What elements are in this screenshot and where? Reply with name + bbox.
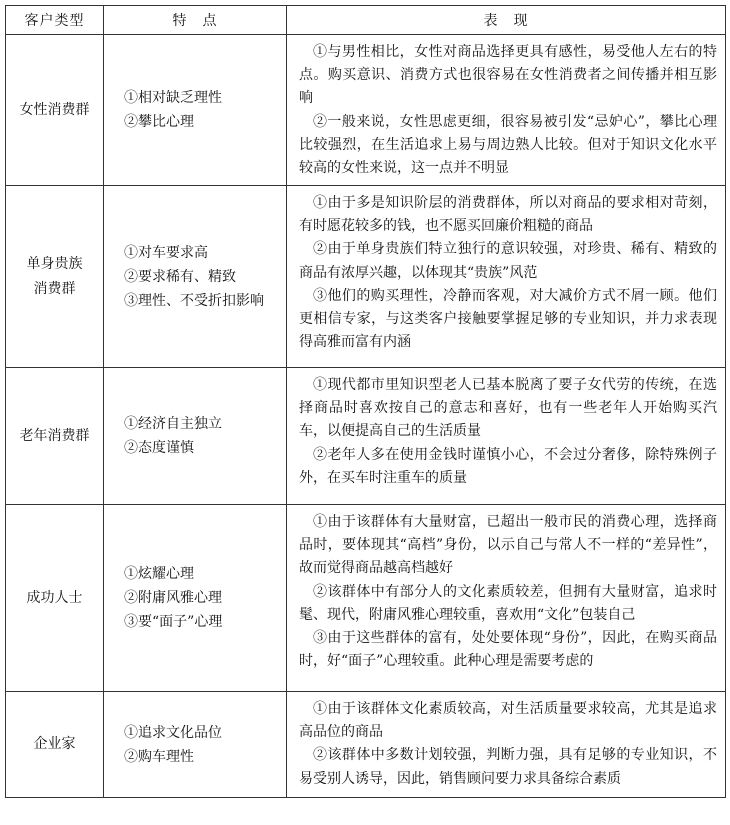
traits-cell: [104, 186, 287, 368]
trait-item: ②要求稀有、精致: [124, 268, 236, 285]
customer-type-label: 单身贵族: [26, 255, 83, 272]
table-row: [6, 505, 726, 692]
trait-item: ①对车要求高: [124, 244, 208, 261]
performance-paragraph: ①由于该群体文化素质较高，对生活质量要求较高，尤其是追求高品位的商品: [299, 701, 717, 741]
trait-item: ①相对缺乏理性: [124, 90, 222, 106]
performance-paragraph: ①由于该群体有大量财富，已超出一般市民的消费心理，选择商品时，要体现其“高档”身份，以示自己与常人不一样的“差异性”，故而觉得商品越高档越好: [299, 514, 717, 577]
customer-type-label: 成功人士: [26, 589, 83, 606]
customer-type-cell: [6, 186, 104, 368]
performance-paragraph: ②该群体中多数计划较强，判断力强，具有足够的专业知识，不易受别人诱导，因此，销售顾问要力求具备综合素质: [299, 747, 717, 787]
trait-item: ①经济自主独立: [124, 416, 222, 432]
performance-paragraph: ②由于单身贵族们特立独行的意识较强，对珍贵、稀有、精致的商品有浓厚兴趣，以体现其“贵族”风范: [299, 241, 717, 281]
performance-paragraph: ①由于多是知识阶层的消费群体，所以对商品的要求相对苛刻，有时愿花较多的钱，也不愿买回廉价粗糙的商品: [299, 195, 717, 235]
trait-item: ③理性、不受折扣影响: [124, 292, 264, 309]
performance-paragraph: ①现代都市里知识型老人已基本脱离了要子女代劳的传统，在选择商品时喜欢按自己的意志和喜好，也有一些老年人开始购买汽车，以便提高自己的生活质量: [299, 377, 717, 440]
customer-type-label: 女性消费群: [19, 101, 90, 118]
trait-item: ③要“面子”心理: [124, 614, 223, 630]
trait-item: ②攀比心理: [124, 114, 194, 130]
trait-item: ①追求文化品位: [124, 724, 222, 741]
customer-type-cell: [6, 505, 104, 692]
traits-cell: [104, 368, 287, 505]
trait-item: ②态度谨慎: [124, 440, 194, 456]
performance-paragraph: ③由于这些群体的富有，处处要体现“身份”，因此，在购买商品时，好“面子”心理较重。此种心理是需要考虑的: [299, 630, 717, 670]
performance-paragraph: ②老年人多在使用金钱时谨慎小心，不会过分奢侈，除特殊例子外，在买车时注重车的质量: [299, 446, 717, 486]
performance-paragraph: ①与男性相比，女性对商品选择更具有感性，易受他人左右的特点。购买意识、消费方式也很容易在女性消费者之间传播并相互影响: [299, 44, 717, 107]
header-traits: 特 点: [104, 6, 287, 35]
customer-type-cell: [6, 692, 104, 798]
traits-cell: [104, 505, 287, 692]
customer-type-label: 消费群: [33, 280, 76, 297]
customer-type-label: 老年消费群: [19, 427, 90, 444]
performance-cell: [287, 35, 726, 186]
table-row: [6, 692, 726, 798]
table-header-row: [6, 6, 726, 35]
customer-type-label: 企业家: [33, 736, 76, 752]
performance-cell: [287, 692, 726, 798]
trait-item: ②附庸风雅心理: [124, 590, 222, 606]
performance-cell: [287, 186, 726, 368]
performance-cell: [287, 368, 726, 505]
header-performance: 表 现: [287, 6, 726, 35]
header-customer-type: 客户类型: [6, 6, 104, 35]
performance-paragraph: ②该群体中有部分人的文化素质较差，但拥有大量财富，追求时髦、现代，附庸风雅心理较重，喜欢用“文化”包装自己: [299, 583, 717, 623]
customer-type-table: [5, 5, 726, 798]
traits-cell: [104, 692, 287, 798]
table-row: [6, 35, 726, 186]
trait-item: ②购车理性: [124, 748, 194, 765]
customer-type-cell: [6, 35, 104, 186]
trait-item: ①炫耀心理: [124, 566, 194, 582]
performance-cell: [287, 505, 726, 692]
performance-paragraph: ②一般来说，女性思虑更细，很容易被引发“忌妒心”，攀比心理比较强烈，在生活追求上易与周边熟人比较。但对于知识文化水平较高的女性来说，这一点并不明显: [299, 113, 717, 177]
table-row: [6, 368, 726, 505]
table-row: [6, 186, 726, 368]
traits-cell: [104, 35, 287, 186]
customer-type-cell: [6, 368, 104, 505]
performance-paragraph: ③他们的购买理性，冷静而客观，对大减价方式不屑一顾。他们更相信专家，与这类客户接触要掌握足够的专业知识，并力求表现得高雅而富有内涵: [299, 287, 717, 351]
